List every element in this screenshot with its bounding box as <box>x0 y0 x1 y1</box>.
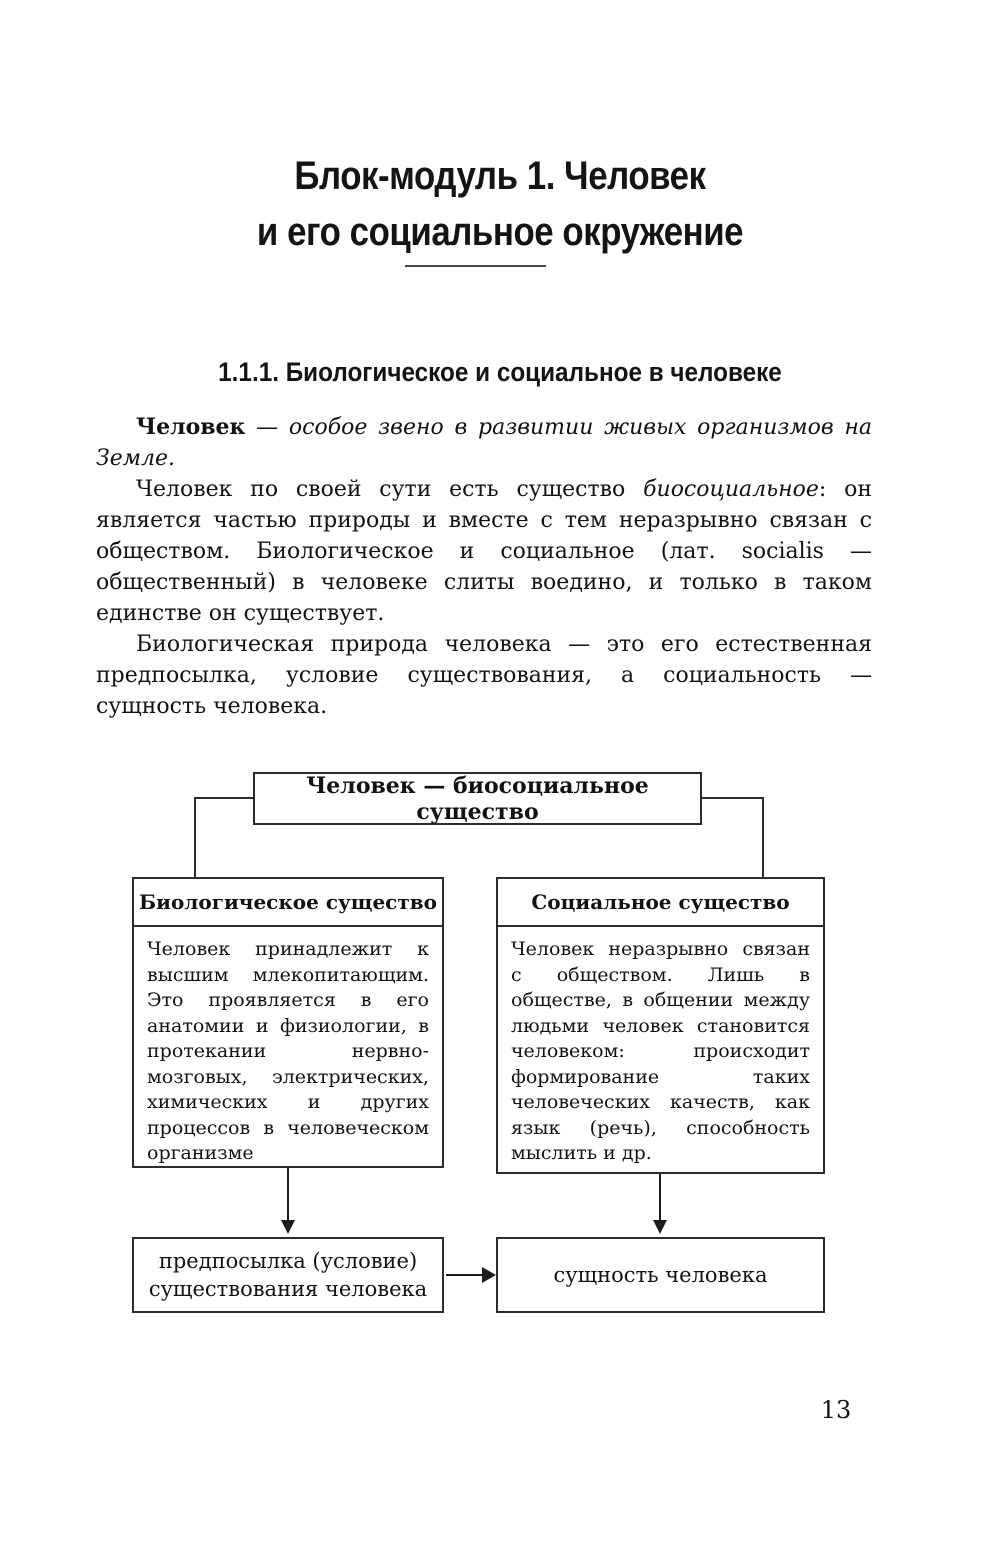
arrow-left-down-line <box>287 1168 289 1220</box>
connector-root-to-left <box>194 797 253 879</box>
section-heading: 1.1.1. Биологическое и социальное в человеке <box>218 357 782 387</box>
chapter-title-line1: Блок-модуль 1. Человек <box>294 154 706 198</box>
diagram-right-box-body: Человек неразрывно связан с обществом. Лишь в обществе, в общении между людьми человек становится человеком: происходит формирование таких человеческих качеств, как язык (речь), способность мыслить и др. <box>511 938 810 1164</box>
arrow-horizontal-line <box>446 1274 484 1276</box>
diagram-left-box-title: Биологическое существо <box>134 879 442 927</box>
paragraph-definition: Человек — особое звено в развитии живых организмов на Земле. <box>96 414 872 471</box>
diagram-right-box <box>496 877 825 1174</box>
diagram-bottom-left-box: предпосылка (условие) существования человека <box>132 1237 444 1313</box>
paragraph-nature: Биологическая природа человека — это его естественная предпосылка, условие существования, а социальность — сущность человека. <box>96 632 872 719</box>
diagram-right-box-title: Социальное существо <box>498 879 823 927</box>
diagram-bottom-right-box: сущность человека <box>496 1237 825 1313</box>
page-number: 13 <box>820 1396 852 1424</box>
title-divider-rule <box>405 265 546 267</box>
diagram-left-box-body: Человек принадлежит к высшим млекопитающим. Это проявляется в его анатомии и физиологии, в протекании нервно-мозговых, электрических, химических и других процессов в человеческом организме <box>147 938 429 1164</box>
diagram-root-box: Человек — биосоциальное существо <box>253 772 702 825</box>
paragraph-biosocial: Человек по своей сути есть существо биосоциальное: он является частью природы и вместе с тем неразрывно связан с обществом. Биологическое и социальное (лат. socialis — общественный) в человеке слиты воедино, и только в таком единстве он существует. <box>96 477 872 626</box>
connector-root-to-right <box>702 797 764 879</box>
arrow-horizontal-head <box>482 1267 496 1283</box>
body-text-block <box>96 412 872 722</box>
chapter-title <box>65 148 935 260</box>
chapter-title-line2: и его социальное окружение <box>256 210 744 254</box>
arrow-left-down-head <box>281 1220 295 1234</box>
diagram-left-box <box>132 877 444 1168</box>
arrow-right-down-line <box>659 1174 661 1220</box>
arrow-right-down-head <box>653 1220 667 1234</box>
